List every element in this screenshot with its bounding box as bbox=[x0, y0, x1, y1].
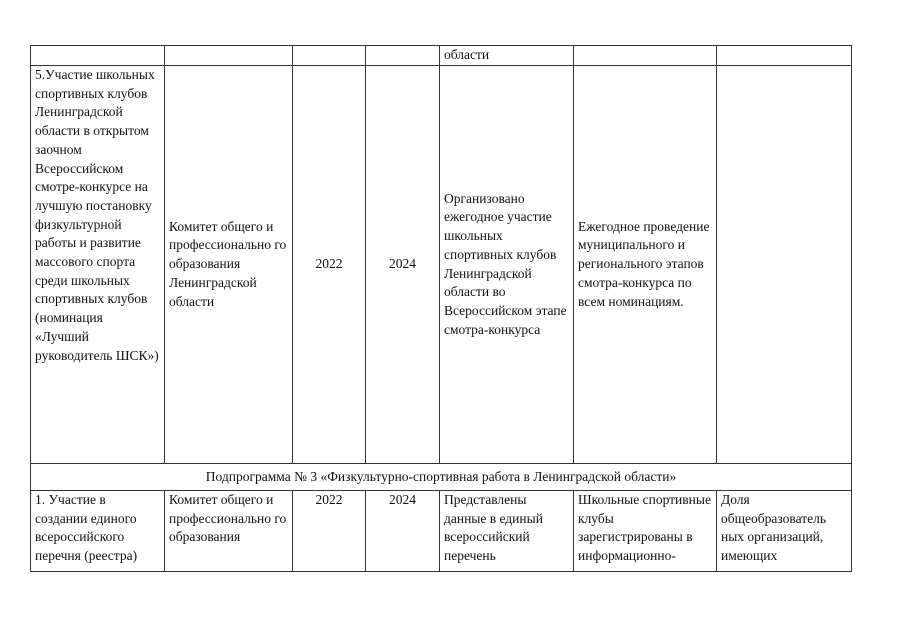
cell-mechanism: Ежегодное проведение муниципального и регионального этапов смотра-конкурса по всем номинациям. bbox=[574, 66, 717, 464]
cell-activity-name: 5.Участие школьных спортивных клубов Ленинградской области в открытом заочном Всероссийском смотре-конкурсе на лучшую постановку физкультурной работы и развитие массового спорта среди школьных спортивных клубов (номинация «Лучший руководитель ШСК») bbox=[31, 66, 165, 464]
document-page bbox=[30, 45, 851, 572]
cell-indicator bbox=[717, 46, 852, 66]
cell-end-year bbox=[366, 46, 440, 66]
cell-result: Представлены данные в единый всероссийский перечень bbox=[440, 491, 574, 572]
table-row-5 bbox=[31, 66, 852, 464]
cell-indicator bbox=[717, 66, 852, 464]
cell-start-year: 2022 bbox=[293, 491, 366, 572]
cell-result: Организовано ежегодное участие школьных спортивных клубов Ленинградской области во Всероссийском этапе смотра-конкурса bbox=[440, 66, 574, 464]
cell-activity-name: 1. Участие в создании единого всероссийского перечня (реестра) bbox=[31, 491, 165, 572]
cell-start-year: 2022 bbox=[293, 66, 366, 464]
cell-end-year: 2024 bbox=[366, 491, 440, 572]
cell-executor: Комитет общего и профессионально го образования bbox=[165, 491, 293, 572]
subprogram-title: Подпрограмма № 3 «Физкультурно-спортивная работа в Ленинградской области» bbox=[31, 464, 852, 491]
table-row-1 bbox=[31, 491, 852, 572]
cell-result: области bbox=[440, 46, 574, 66]
table-row-continued bbox=[31, 46, 852, 66]
subprogram-heading-row bbox=[31, 464, 852, 491]
cell-indicator: Доля общеобразователь ных организаций, имеющих bbox=[717, 491, 852, 572]
cell-executor bbox=[165, 46, 293, 66]
activities-table bbox=[30, 45, 852, 572]
cell-mechanism bbox=[574, 46, 717, 66]
cell-start-year bbox=[293, 46, 366, 66]
cell-mechanism: Школьные спортивные клубы зарегистрированы в информационно- bbox=[574, 491, 717, 572]
cell-executor: Комитет общего и профессионально го образования Ленинградской области bbox=[165, 66, 293, 464]
cell-name bbox=[31, 46, 165, 66]
cell-end-year: 2024 bbox=[366, 66, 440, 464]
